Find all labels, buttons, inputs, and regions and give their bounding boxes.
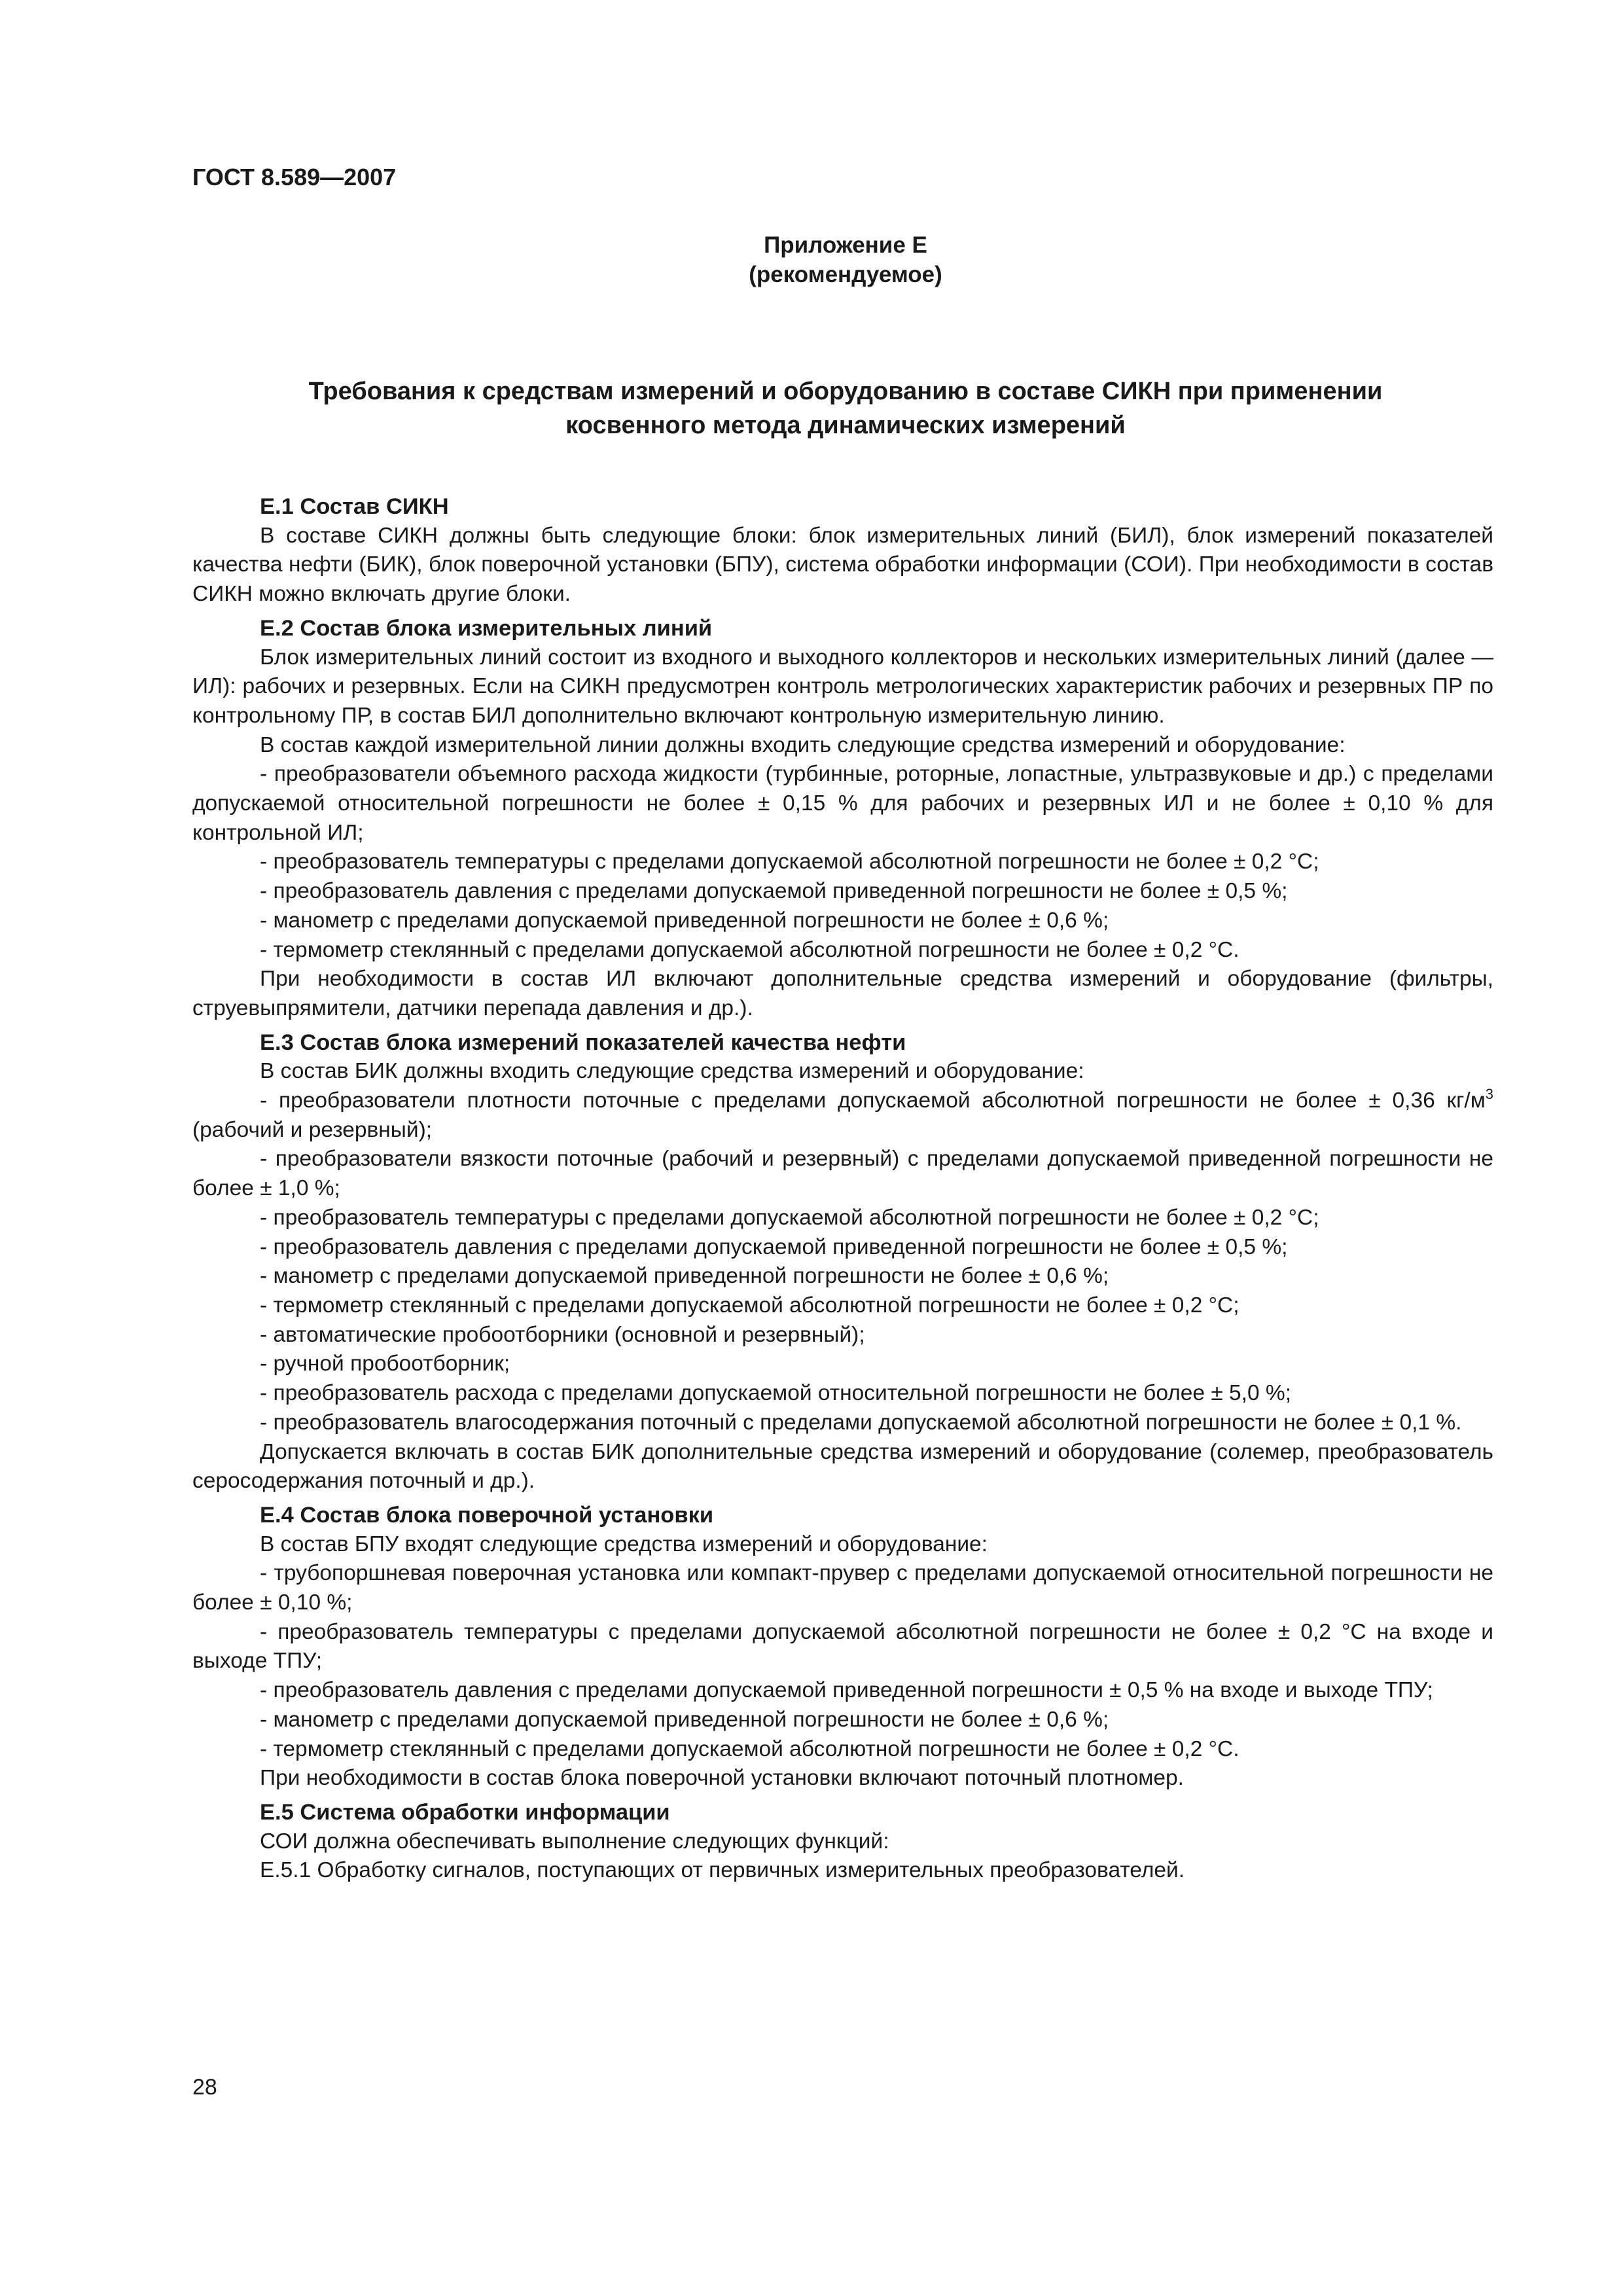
- section-e4-paragraph: В состав БПУ входят следующие средства измерений и оборудование:: [260, 1532, 988, 1556]
- section-e5-paragraph: СОИ должна обеспечивать выполнение следующих функций:: [260, 1829, 889, 1854]
- list-item-text: - преобразователи плотности поточные с пределами допускаемой абсолютной погрешности не более ± 0,36 кг/м: [260, 1088, 1486, 1113]
- list-item: - преобразователь давления с пределами допускаемой приведенной погрешности не более ± 0,5 %;: [260, 1234, 1288, 1259]
- section-e4-heading: Е.4 Состав блока поверочной установки: [260, 1502, 714, 1528]
- document-title-line-2: косвенного метода динамических измерений: [565, 412, 1126, 439]
- document-title-line-1: Требования к средствам измерений и оборудованию в составе СИКН при применении: [308, 378, 1383, 405]
- list-item: - манометр с пределами допускаемой приведенной погрешности не более ± 0,6 %;: [260, 1707, 1109, 1732]
- section-e2-paragraph: В состав каждой измерительной линии должны входить следующие средства измерений и оборудование:: [260, 732, 1346, 757]
- list-item: - термометр стеклянный с пределами допускаемой абсолютной погрешности не более ± 0,2 °С.: [260, 1736, 1240, 1761]
- list-item: - трубопоршневая поверочная установка или компакт-прувер с пределами допускаемой относительной погрешности не более ± 0,10 %;: [192, 1561, 1493, 1615]
- annex-status: (рекомендуемое): [749, 262, 942, 287]
- list-item: - преобразователь влагосодержания поточный с пределами допускаемой абсолютной погрешности не более ± 0,1 %.: [260, 1410, 1462, 1435]
- list-item-text: (рабочий и резервный);: [192, 1117, 433, 1142]
- list-item: - автоматические пробоотборники (основной и резервный);: [260, 1322, 865, 1347]
- list-item: - преобразователи вязкости поточные (рабочий и резервный) с пределами допускаемой приведенной погрешности не более ± 1,0 %;: [192, 1147, 1493, 1201]
- list-item: - манометр с пределами допускаемой приведенной погрешности не более ± 0,6 %;: [260, 908, 1109, 933]
- list-item: - термометр стеклянный с пределами допускаемой абсолютной погрешности не более ± 0,2 °С.: [260, 937, 1240, 962]
- list-item: - ручной пробоотборник;: [260, 1352, 510, 1376]
- section-e2-heading: Е.2 Состав блока измерительных линий: [260, 615, 713, 641]
- list-item: - преобразователь температуры с пределами допускаемой абсолютной погрешности не более ± 0,2 °С;: [260, 850, 1319, 874]
- section-e4-paragraph: При необходимости в состав блока поверочной установки включают поточный плотномер.: [260, 1766, 1184, 1791]
- document-body: [192, 492, 1493, 1886]
- document-header: ГОСТ 8.589—2007: [192, 164, 397, 190]
- superscript: 3: [1485, 1086, 1493, 1103]
- list-item: - преобразователь расхода с пределами допускаемой относительной погрешности не более ± 5,0 %;: [260, 1381, 1292, 1406]
- list-item: - преобразователи объемного расхода жидкости (турбинные, роторные, лопастные, ультразвуковые и др.) с пределами допускаемой относительной погрешности не более ± 0,15 % для рабочих и резервных ИЛ и не более ± 0,10 % для контрольной ИЛ;: [192, 762, 1493, 845]
- list-item: - термометр стеклянный с пределами допускаемой абсолютной погрешности не более ± 0,2 °С;: [260, 1293, 1240, 1318]
- document-title: [192, 374, 1499, 442]
- section-e5-heading: Е.5 Система обработки информации: [260, 1799, 670, 1825]
- list-item: - преобразователь давления с пределами допускаемой приведенной погрешности ± 0,5 % на входе и выходе ТПУ;: [260, 1678, 1433, 1703]
- list-item: - преобразователь давления с пределами допускаемой приведенной погрешности не более ± 0,5 %;: [260, 879, 1288, 904]
- section-e3-paragraph: В состав БИК должны входить следующие средства измерений и оборудование:: [260, 1059, 1084, 1084]
- list-item: - манометр с пределами допускаемой приведенной погрешности не более ± 0,6 %;: [260, 1264, 1109, 1289]
- section-e3-paragraph: Допускается включать в состав БИК дополнительные средства измерений и оборудование (солемер, преобразователь серосодержания поточный и др.).: [192, 1439, 1493, 1494]
- list-item: - преобразователь температуры с пределами допускаемой абсолютной погрешности не более ± 0,2 °С;: [260, 1205, 1319, 1230]
- section-e5-paragraph: Е.5.1 Обработку сигналов, поступающих от первичных измерительных преобразователей.: [260, 1858, 1185, 1883]
- section-e2-paragraph: При необходимости в состав ИЛ включают дополнительные средства измерений и оборудование (фильтры, струевыпрямители, датчики перепада давления и др.).: [192, 967, 1493, 1020]
- section-e1-heading: Е.1 Состав СИКН: [260, 494, 449, 519]
- section-e1-paragraph: В составе СИКН должны быть следующие блоки: блок измерительных линий (БИЛ), блок измерений показателей качества нефти (БИК), блок поверочной установки (БПУ), система обработки информации (СОИ). При необходимости в состав СИКН можно включать другие блоки.: [192, 523, 1493, 607]
- annex-title: Приложение Е: [764, 232, 927, 258]
- section-e3-heading: Е.3 Состав блока измерений показателей качества нефти: [260, 1030, 906, 1055]
- list-item: - преобразователь температуры с пределами допускаемой абсолютной погрешности не более ± 0,2 °С на входе и выходе ТПУ;: [192, 1619, 1493, 1674]
- list-item: [192, 1086, 1493, 1145]
- section-e2-paragraph: Блок измерительных линий состоит из входного и выходного коллекторов и нескольких измерительных линий (далее — ИЛ): рабочих и резервных. Если на СИКН предусмотрен контроль метрологических характеристик рабочих и резервных ПР по контрольному ПР, в состав БИЛ дополнительно включают контрольную измерительную линию.: [192, 645, 1493, 728]
- page-number: 28: [192, 2075, 217, 2100]
